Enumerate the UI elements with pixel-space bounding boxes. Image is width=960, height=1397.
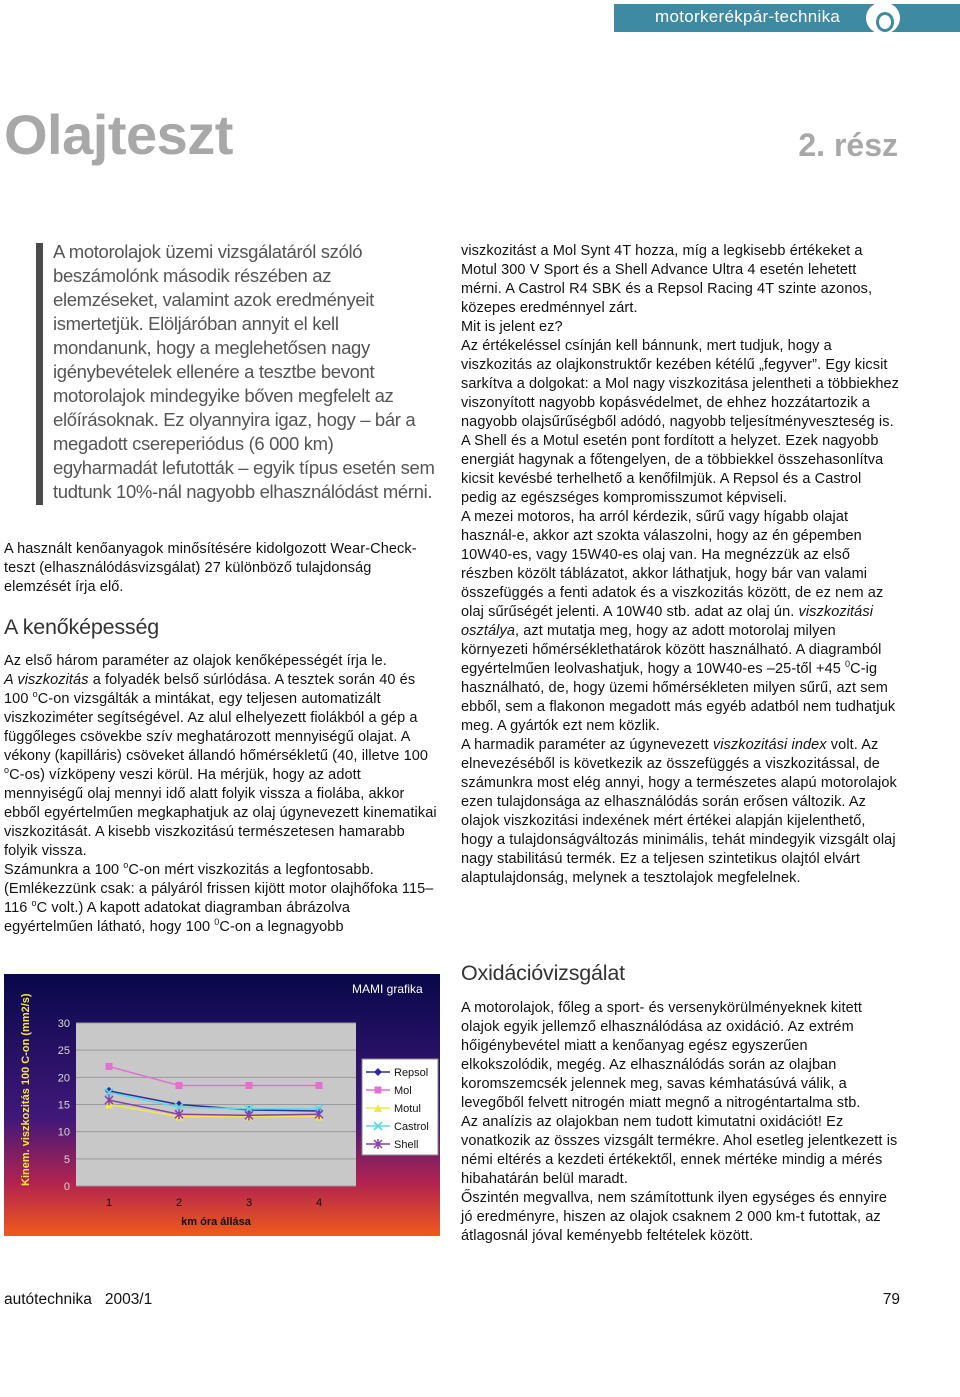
- lead-accent-bar: [36, 243, 43, 505]
- paragraph: Őszintén megvallva, nem számítottunk ilyen egységes és ennyire jó eredményre, hiszen az olajok csaknem 2 000 km-t futottak, az átlagosnál jóval keményebb feltételek között.: [461, 1190, 888, 1244]
- paragraph: Az első három paraméter az olajok kenőképességét írja le.: [4, 653, 387, 669]
- x-tick-label: 1: [105, 1197, 113, 1209]
- y-tick-label: 20: [57, 1072, 70, 1085]
- magazine-logo-icon: [866, 2, 900, 34]
- lead-paragraph: A motorolajok üzemi vizsgálatáról szóló beszámolónk második részében az elemzéseket, valamint azok eredményeit ismertetjük. Elöljáróban annyit el kell mondanunk, hogy a meglehetősen nagy igénybevételek ellenére a tesztbe bevont motorolajok mindegyike bőven megfelelt az előírásoknak. Ez olyannyira igaz, hogy – bár a megadott csereperiódus (6 000 km) egyharmadát lefutották – egyik típus esetén sem tudtunk 10%-nál nagyobb elhasználódást mérni.: [53, 241, 435, 502]
- article-column-right-lower: [461, 999, 901, 1246]
- y-tick-label: 30: [57, 1018, 70, 1030]
- x-tick-label: 2: [175, 1197, 183, 1209]
- legend-label: Motul: [394, 1103, 421, 1115]
- legend-label: Repsol: [394, 1067, 429, 1079]
- y-tick-label: 10: [57, 1126, 70, 1139]
- data-point-mol: [106, 1063, 113, 1070]
- x-tick-label: 4: [315, 1197, 323, 1209]
- data-point-mol: [246, 1082, 253, 1089]
- legend-marker-mol: [375, 1087, 382, 1094]
- y-tick-label: 15: [57, 1099, 70, 1112]
- page-title: Olajteszt: [4, 103, 233, 166]
- y-axis-title: Kinem. viszkozitás 100 C-on (mm2/s): [20, 993, 32, 1186]
- paragraph: Az analízis az olajokban nem tudott kimutatni oxidációt! Ez vonatkozik az összes vizsgált termékre. Ahol esetleg jelentkezett is némi eltérés a kezdeti értékektől, ennek mértéke mindig a mérés hibahatárán belül maradt.: [461, 1114, 898, 1187]
- part-label: 2. rész: [798, 127, 898, 163]
- paragraph: A harmadik paraméter az úgynevezett viszkozitási index volt. Az elnevezéséből is következik az összefüggés a viszkozitással, de számunkra most elég annyi, hogy a természetes alapú motorolajok ezen tulajdonsága az elhasználódás során erősen változik. Az olajok viszkozitási indexének mért értékei alapján kijelenthető, hogy a tulajdonságváltozás minimális, tehát mindegyik vizsgált olaj nagy stabilitású termék. Ez a teljesen szintetikus olajtól elvárt alaptulajdonság, melynek a tesztolajok megfelelnek.: [461, 737, 897, 886]
- y-tick-label: 25: [57, 1045, 70, 1058]
- x-axis-title: km óra állása: [181, 1216, 251, 1228]
- section-heading-oxidation: Oxidációvizsgálat: [461, 961, 625, 985]
- intro-paragraph: A használt kenőanyagok minősítésére kidolgozott Wear-Check-teszt (elhasználódásvizsgálat) 27 különböző tulajdonság elemzését írja elő.: [4, 541, 417, 595]
- y-tick-label: 0: [63, 1181, 70, 1193]
- paragraph: viszkozitást a Mol Synt 4T hozza, míg a legkisebb értékeket a Motul 300 V Sport és a Shell Advance Ultra 4 esetén lehetett mérni. A Castrol R4 SBK és a Repsol Racing 4T szinte azonos, közepes eredménnyel zárt.: [461, 243, 873, 316]
- section-heading-lubricity: A kenőképesség: [4, 615, 159, 639]
- article-column-left-intro: [4, 540, 438, 597]
- legend-label: Mol: [394, 1085, 412, 1097]
- x-tick-label: 3: [245, 1197, 253, 1209]
- paragraph: Az értékeléssel csínján kell bánnunk, mert tudjuk, hogy a viszkozitás az olajkonstruktőr kezében kétélű „fegyver”. Egy kicsit sarkítva a dolgokat: a Mol nagy viszkozitása jelentheti a többiekhez viszonyított nagyobb kopásvédelmet, de ehhez hozzátartozik a nagyobb olajsűrűségből adódó, nagyobb teljesítményveszteség is. A Shell és a Motul esetén pont fordított a helyzet. Ezek nagyobb energiát hagynak a főtengelyen, de a többiekkel összehasonlítva kicsit kevésbé terhelhető a kenőfilmjük. A Repsol és a Castrol pedig az egészséges kompromisszumot képviseli.: [461, 338, 900, 506]
- legend-label: Shell: [394, 1139, 419, 1151]
- viscosity-chart: [4, 974, 440, 1236]
- article-column-right: [461, 242, 901, 888]
- legend-label: Castrol: [394, 1121, 429, 1133]
- footer-publication: autótechnika 2003/1: [4, 1291, 153, 1308]
- paragraph: Számunkra a 100 $^o$C-on mért viszkozitás a legfontosabb. (Emlékezzünk csak: a pályáról frissen kijött motor olajhőfoka 115–116 $^o$C volt.) A kapott adatokat diagramban ábrázolva egyértelműen látható, hogy 100 $^0$C-on a legnagyobb: [4, 860, 434, 935]
- paragraph: A motorolajok, főleg a sport- és versenykörülményeknek kitett olajok egyik jellemző elhasználódása az oxidáció. Az extrém hőigénybevétel miatt a kenőanyag egész egyszerűen elkokszolódik, megég. Az elhasználódás során az olajban koromszemcsék jelennek meg, savas kémhatásúvá válik, a levegőből felvett nitrogén miatt megnő a nitrogéntartalma stb.: [461, 1000, 863, 1111]
- paragraph: A viszkozitás a folyadék belső súrlódása. A tesztek során 40 és 100 $^o$C-on vizsgálták a mintákat, egy teljesen automatizált viszkoziméter segítségével. Az alul elhelyezett fiolákból a gép a függőleges csövekbe szív meghatározott mennyiségű olajat. A vékony (kapilláris) csöveket állandó hőmérsékletű (40, illetve 100 $^o$C-os) vízköpeny veszi körül. Ha mérjük, hogy az adott mennyiségű olaj mennyi idő alatt folyik vissza a fiolába, akkor ebből egyértelműen megkaphatjuk az olaj úgynevezett kinematikai viszkozitását. A kisebb viszkozitású természetesen hamarabb folyik vissza.: [4, 672, 437, 859]
- page-number: 79: [882, 1291, 900, 1308]
- data-point-mol: [176, 1082, 183, 1089]
- data-point-mol: [316, 1082, 323, 1089]
- section-label: motorkerékpár-technika: [655, 7, 841, 26]
- chart-source-label: MAMI grafika: [352, 982, 423, 996]
- paragraph: Mit is jelent ez?: [461, 319, 563, 335]
- paragraph: A mezei motoros, ha arról kérdezik, sűrű vagy hígabb olajat használ-e, akkor azt szokta válaszolni, hogy az én gépemben 10W40-es, vagy 15W40-es olaj van. Ha megnézzük az első részben közölt táblázatot, akkor láthatjuk, hogy bár van valami összefüggés a fenti adatok és a viszkozitás között, de ez nem az olaj sűrűségét jelenti. A 10W40 stb. adat az olaj ún. viszkozitási osztálya, azt mutatja meg, hogy az adott motorolaj milyen környezeti hőmérséklethatárok között használható. A diagramból egyértelműen leolvashatjuk, hogy a 10W40-es –25-től +45 $^0$C-ig használható, de, hogy üzemi hőmérsékleten milyen sűrű, azt sem ebből, sem a flakonon megadott más egyéb adatból nem tudhatjuk meg. A gyártók ezt nem közlik.: [461, 509, 896, 734]
- y-tick-label: 5: [63, 1153, 70, 1166]
- article-column-left: [4, 652, 438, 937]
